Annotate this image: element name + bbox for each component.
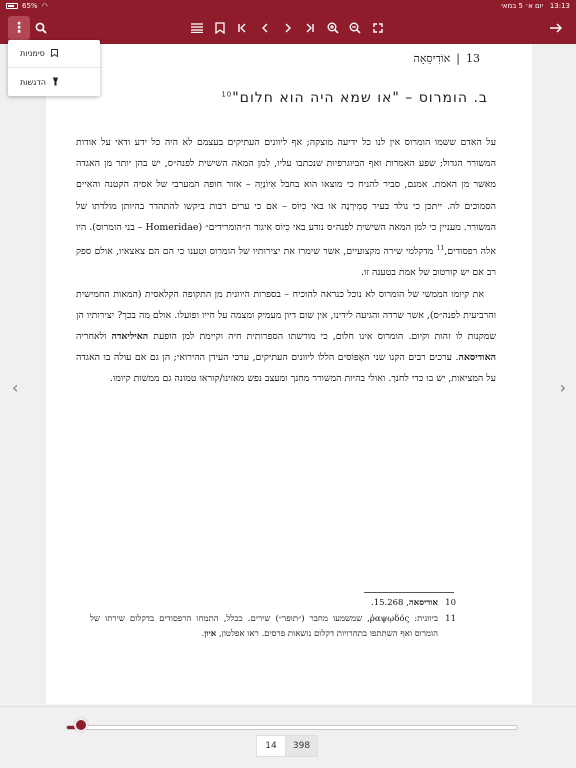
- work-title: האיליאדה: [111, 330, 149, 342]
- current-page-input[interactable]: 14: [256, 735, 286, 757]
- footnote: [90, 612, 456, 643]
- prev-page-icon[interactable]: [254, 12, 276, 44]
- chapter-title: [128, 90, 488, 106]
- chapter-title-text: ב. הומרוס – "או שמא היה הוא חלום": [232, 90, 488, 106]
- footnote-body: , 15.268.: [371, 598, 409, 608]
- footnote-text: [90, 612, 438, 643]
- status-left: [6, 0, 48, 12]
- total-pages: 398: [286, 735, 318, 757]
- paragraph-text: . ערכים רבים הקנו שני האֶפּוֹסים הללו ליוונים העתיקים, ערכי העידן ההירואי; הן גם אם עולה בו האגדה על המציאות, יש בו כדי לחנך. ואולי בהיות המשורר מחנך ומעצב נפש מאזינו/קוראו טמונה גם ממשות קיומו.: [76, 352, 496, 385]
- page-slider-track[interactable]: [66, 725, 518, 730]
- bookmark-icon[interactable]: [209, 12, 231, 44]
- status-right: [501, 0, 570, 12]
- battery-icon: [6, 3, 18, 9]
- bottom-bar: [0, 706, 576, 768]
- zoom-in-icon[interactable]: [322, 12, 344, 44]
- footnote-ref: 11: [436, 245, 445, 253]
- last-page-icon[interactable]: [299, 12, 321, 44]
- prev-page-arrow-icon[interactable]: ‹: [12, 378, 19, 397]
- page-counter: [256, 735, 318, 757]
- status-time: 13:13: [549, 2, 570, 10]
- paragraph-text: על האדם ששמו הומרוס אין לנו כל ידיעה מוצקה; אף ליוונים העתיקים בעצמם לא היה כל ידע ודאי על אודות המשורר הגדול; שפע האמרות ואף הביוגרפיות שנכתבו עליו, למן המאה השישית לפנה״ס, יש בהן יותר מן האגדה מאשר מן האמת. אמנם, סביר להניח כי מוצאו הוא בחבל אִיוֹנְיָה – אזור חופה המערבי של אסיה הקטנה והאיים הסמוכים לה. ייתכן כי נולד בעיר סְמִירְנָה או באי כִיוֹס – אם כי ערים רבות ביקשו להתהדר בהיותן מולדתו של המשורר. מעניין כי למן המאה השישית לפנה״ס נודע באי כִיוֹס איגוד ה״הומרידים״ (Homeridae – בני הומרוס). היו אלה רפסודים,: [76, 137, 497, 258]
- header-divider: |: [456, 52, 460, 65]
- status-date: יום א׳ 5 במאי: [501, 2, 544, 10]
- page-number: 13: [466, 52, 480, 65]
- body-text: [76, 132, 496, 390]
- book-title: אוֹדִיסֵאָה: [413, 52, 451, 65]
- footnote-text: [90, 596, 438, 612]
- status-bar: [0, 0, 576, 12]
- bookmark-icon: [51, 49, 58, 59]
- list-icon[interactable]: [186, 12, 208, 44]
- running-header: [414, 52, 481, 65]
- next-page-arrow-icon[interactable]: ›: [559, 378, 566, 397]
- page-slider-thumb[interactable]: [74, 718, 88, 732]
- menu-item-highlights[interactable]: [8, 68, 100, 96]
- paragraph-text: ולאחריה: [76, 330, 112, 342]
- footnote-number: 11: [445, 613, 456, 624]
- footnote: [90, 596, 456, 612]
- footnote-ref: 10: [221, 90, 233, 99]
- paragraph: [76, 284, 496, 390]
- menu-item-label: הדגשות: [20, 77, 46, 87]
- highlighter-icon: [52, 77, 59, 88]
- footnote-number: 10: [445, 598, 456, 608]
- work-title: איון: [204, 629, 217, 640]
- more-vertical-icon[interactable]: ⋮: [8, 16, 30, 40]
- fullscreen-icon[interactable]: [367, 12, 389, 44]
- paragraph: [76, 132, 496, 284]
- paragraph-text: את קיומו הממשי של הומרוס לא נוכל כנראה להוכיח – בספרות היוונית מן התקופה הקלאסית (המאות החמישית והרביעית לפנה״ס), אשר שרדה והגיעה לידינו, אין שום דיון מעמיק ומצמה על חייו ופועלו. אולם מה בכך? יצירותיו הן שמקנות לו זהות וקיום. הומרוס אינו חלום, כי מורשתו הספרותית חיה וקיימת למן הופעת: [76, 288, 496, 342]
- paragraph-text: מדקלמי שירה מקצועיים, אשר שימרו את יצירותיו של הומרוס וטענו כי הם הם צאצאיו, אולם ספק רב אם יש קורטוב של אמת בטענה זו.: [76, 246, 496, 279]
- work-title: אודיסאה: [408, 598, 438, 608]
- book-page: [46, 44, 532, 704]
- zoom-out-icon[interactable]: [344, 12, 366, 44]
- footnote-body: .: [201, 629, 205, 640]
- first-page-icon[interactable]: [231, 12, 253, 44]
- footnote-body: ביוונית: ῥαψῳδός, שמשמעו מחבר (״תופר״) שירים. ככלל, התמחו הרפסודים בדקלום שירתו של הומרוס ואף השתתפו בתחרויות דקלום נושאות פרסים. ראו אפלטון,: [90, 613, 438, 640]
- next-page-icon[interactable]: [277, 12, 299, 44]
- work-title: האודיסאה: [458, 352, 496, 364]
- battery-level: 65%: [22, 2, 38, 10]
- arrow-right-icon[interactable]: [545, 12, 567, 44]
- overflow-menu: [8, 40, 100, 96]
- footnote-divider: [364, 592, 454, 593]
- menu-item-bookmarks[interactable]: [8, 40, 100, 68]
- footnotes: [90, 596, 456, 643]
- menu-item-label: סימניות: [20, 49, 45, 58]
- wifi-icon: ◠: [41, 2, 48, 10]
